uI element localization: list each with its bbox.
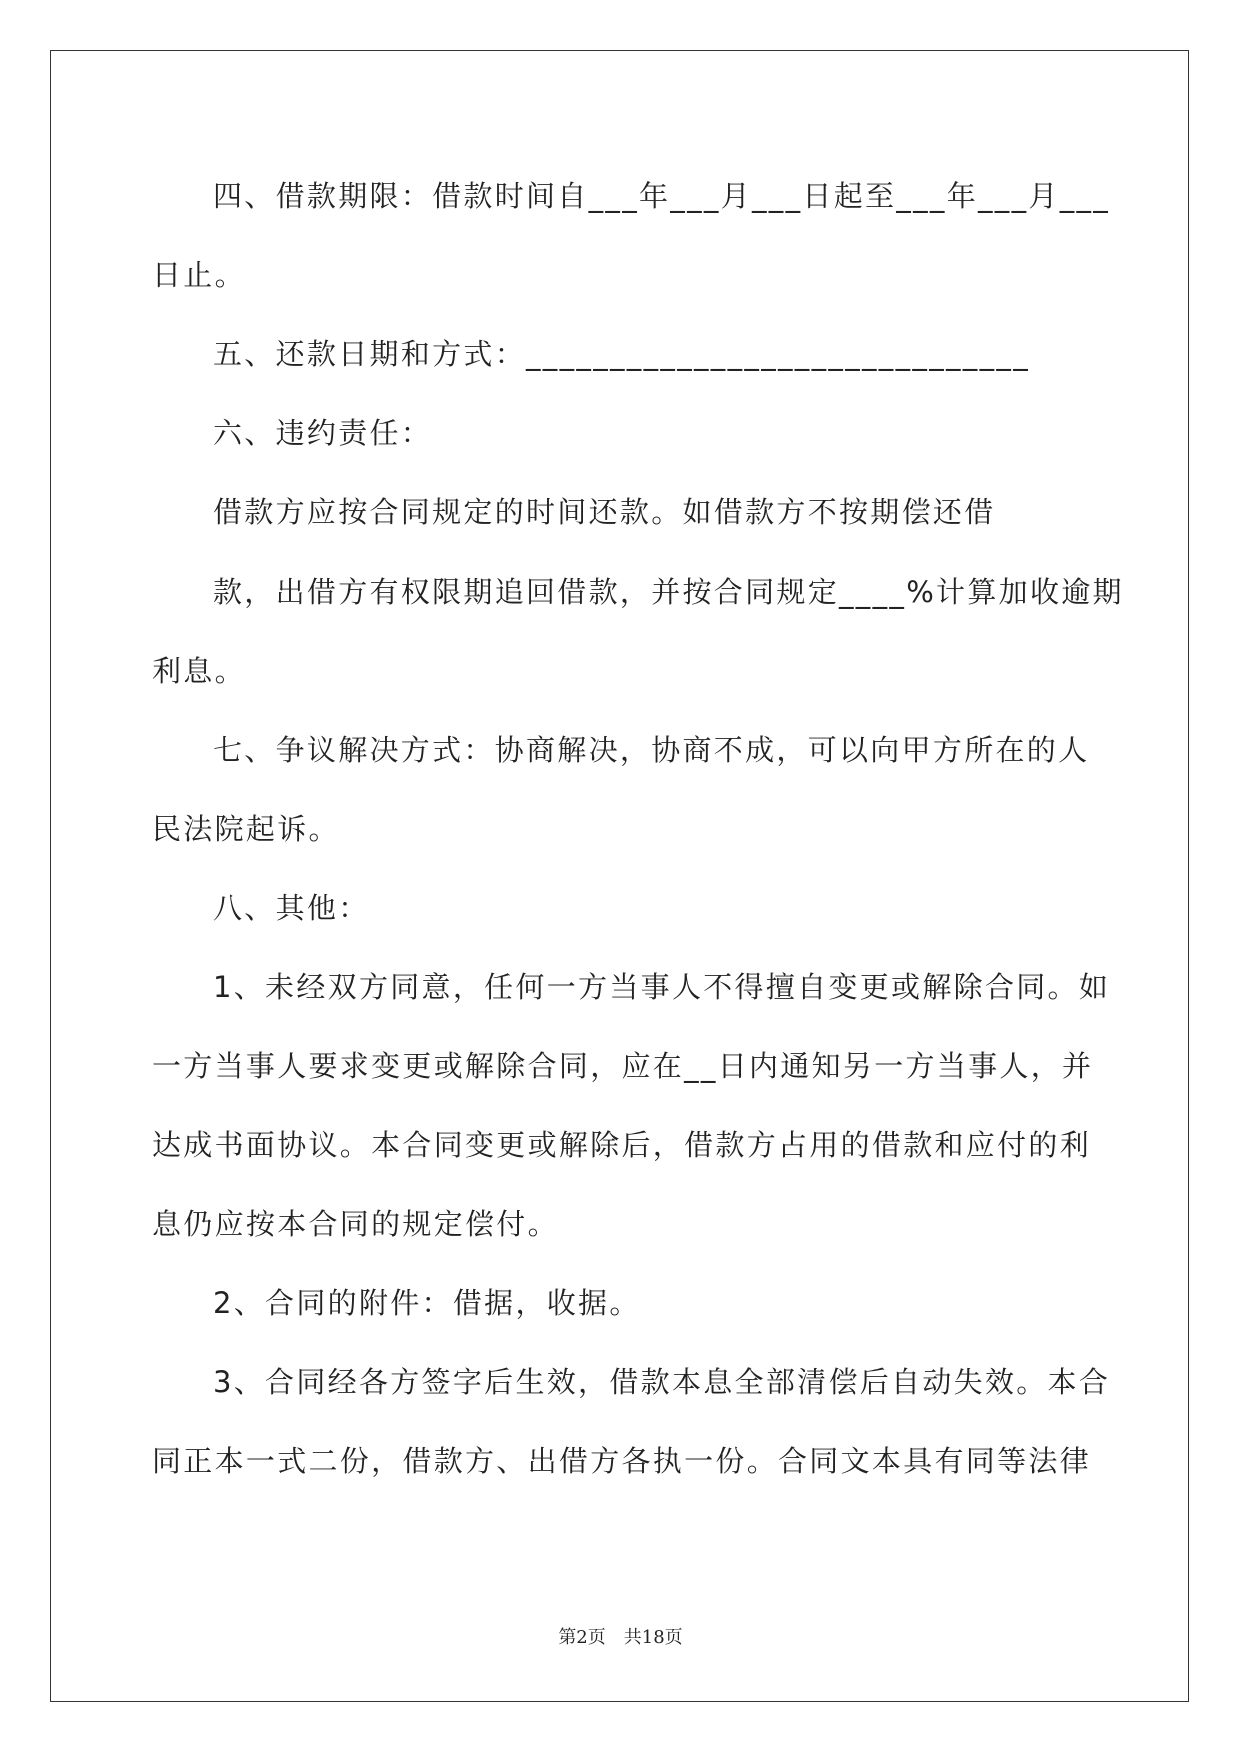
clause-8-item-3-line: 3、合同经各方签字后生效，借款本息全部清偿后自动失效。本合: [213, 1365, 1111, 1399]
clause-7-dispute-continued: 民法院起诉。: [152, 812, 340, 846]
clause-8-item-2: 2、合同的附件：借据，收据。: [213, 1286, 641, 1320]
clause-6-heading: 六、违约责任：: [213, 416, 433, 450]
page-number-footer: 第2页 共18页: [558, 1627, 683, 1648]
clause-8-heading: 八、其他：: [213, 891, 370, 925]
clause-8-item-1-line: 一方当事人要求变更或解除合同，应在__日内通知另一方当事人，并: [152, 1049, 1094, 1083]
clause-8-item-1-line: 息仍应按本合同的规定偿付。: [152, 1207, 559, 1241]
clause-6-paragraph-line: 借款方应按合同规定的时间还款。如借款方不按期偿还借: [213, 495, 996, 529]
clause-4-loan-term-continued: 日止。: [152, 258, 246, 292]
clause-8-item-1-line: 达成书面协议。本合同变更或解除后，借款方占用的借款和应付的利: [152, 1128, 1092, 1162]
clause-8-item-3-line: 同正本一式二份，借款方、出借方各执一份。合同文本具有同等法律: [152, 1444, 1092, 1478]
clause-7-dispute: 七、争议解决方式：协商解决，协商不成，可以向甲方所在的人: [213, 733, 1090, 767]
clause-5-repayment: 五、还款日期和方式：______________________________: [213, 337, 1030, 371]
clause-6-paragraph-line: 利息。: [152, 654, 246, 688]
clause-4-loan-term: 四、借款期限：借款时间自___年___月___日起至___年___月___: [213, 179, 1111, 213]
clause-8-item-1-line: 1、未经双方同意，任何一方当事人不得擅自变更或解除合同。如: [213, 970, 1111, 1004]
clause-6-paragraph-line: 款，出借方有权限期追回借款，并按合同规定____%计算加收逾期: [213, 575, 1124, 609]
